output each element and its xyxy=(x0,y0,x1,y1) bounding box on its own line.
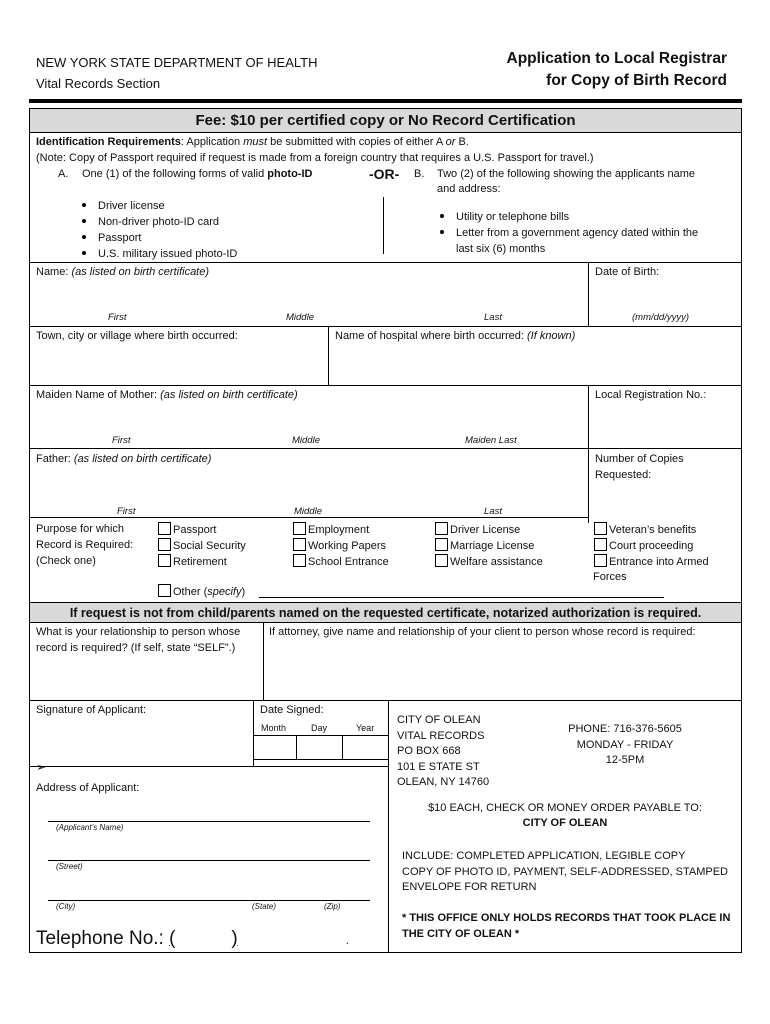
father-label xyxy=(36,452,211,466)
name-label xyxy=(36,265,209,279)
office-address xyxy=(397,713,489,791)
mother-label-text: Maiden Name of Mother: xyxy=(36,389,161,401)
hospital-input[interactable] xyxy=(335,345,735,381)
purpose-retirement-label: Retirement xyxy=(173,556,227,568)
divider xyxy=(30,262,741,263)
copies-input[interactable] xyxy=(594,484,734,518)
father-label-text: Father: xyxy=(36,453,74,465)
office-hours xyxy=(530,722,720,769)
other-specify-input[interactable] xyxy=(259,597,664,598)
father-first-caption: First xyxy=(117,506,136,517)
local-reg-label: Local Registration No.: xyxy=(595,389,707,401)
copies-label-1: Number of Copies xyxy=(595,453,684,465)
id-req-text-end: B. xyxy=(455,136,469,148)
relationship-label-2: record is required? (If self, state “SELF”.) xyxy=(36,642,236,654)
list-item xyxy=(82,214,237,230)
checkbox[interactable] xyxy=(594,554,607,567)
notary-banner: If request is not from child/parents named on the requested certificate, notarized authorization is required. xyxy=(30,602,741,623)
purpose-driver-license[interactable] xyxy=(435,522,520,537)
a-item-driver-license: Driver license xyxy=(98,200,165,212)
mother-label-note: (as listed on birth certificate) xyxy=(160,389,298,401)
city-state-zip-input[interactable] xyxy=(48,900,370,901)
divider xyxy=(263,622,264,700)
purpose-school-entrance[interactable] xyxy=(293,554,389,569)
option-a-photo-id: photo-ID xyxy=(267,168,313,180)
purpose-court-label: Court proceeding xyxy=(609,540,694,552)
mother-name-input[interactable] xyxy=(36,403,581,433)
divider xyxy=(30,766,388,767)
office-fee-line: $10 EACH, CHECK OR MONEY ORDER PAYABLE TO: xyxy=(428,802,702,814)
name-label-note: (as listed on birth certificate) xyxy=(71,266,210,278)
notice-line: THE CITY OF OLEAN * xyxy=(402,928,520,940)
zip-caption: (Zip) xyxy=(324,902,341,911)
street-input[interactable] xyxy=(48,860,370,861)
town-input[interactable] xyxy=(36,345,322,381)
telephone-label-text: Telephone No.: xyxy=(36,928,170,949)
id-req-label: Identification Requirements xyxy=(36,136,181,148)
purpose-label-3: (Check one) xyxy=(36,555,96,567)
notice-line: * THIS OFFICE ONLY HOLDS RECORDS THAT TOOK PLACE IN xyxy=(402,912,731,924)
divider xyxy=(328,326,329,385)
purpose-label-2: Record is Required: xyxy=(36,539,134,551)
include-line: COPY OF PHOTO ID, PAYMENT, SELF-ADDRESSED, STAMPED xyxy=(402,865,728,878)
date-year-label: Year xyxy=(356,723,375,733)
attorney-input[interactable] xyxy=(269,641,735,697)
a-item-military-id: U.S. military issued photo-ID xyxy=(98,248,238,260)
purpose-armed-forces[interactable] xyxy=(594,554,709,569)
hospital-label-text: Name of hospital where birth occurred: xyxy=(335,330,527,342)
father-label-note: (as listed on birth certificate) xyxy=(73,453,212,465)
purpose-ss-label: Social Security xyxy=(173,540,246,552)
divider xyxy=(30,700,741,701)
passport-note: (Note: Copy of Passport required if request is made from a foreign country that requires a U.S. Passport for travel.) xyxy=(36,152,594,164)
purpose-passport-label: Passport xyxy=(173,524,217,536)
b-item-letter-cont: last six (6) months xyxy=(456,243,546,255)
name-middle-caption: Middle xyxy=(286,312,314,323)
purpose-driver-label: Driver License xyxy=(450,524,521,536)
option-a-text xyxy=(82,167,312,181)
mother-last-caption: Maiden Last xyxy=(465,435,517,446)
include-line: ENVELOPE FOR RETURN xyxy=(402,881,537,893)
hospital-label xyxy=(335,329,575,343)
purpose-employment[interactable] xyxy=(293,522,369,537)
dob-label: Date of Birth: xyxy=(595,266,660,278)
name-input[interactable] xyxy=(36,279,581,309)
mother-label xyxy=(36,388,298,402)
telephone-paren-close: ) xyxy=(231,928,238,949)
purpose-employment-label: Employment xyxy=(308,524,370,536)
purpose-armed-label: Entrance into Armed xyxy=(609,556,709,568)
checkbox[interactable] xyxy=(435,522,448,535)
divider xyxy=(30,385,741,386)
id-req-must: must xyxy=(243,136,268,148)
divider xyxy=(30,448,741,449)
office-notice xyxy=(402,910,730,942)
office-payee: CITY OF OLEAN xyxy=(522,817,608,829)
applicant-name-input[interactable] xyxy=(48,821,370,822)
office-days: MONDAY - FRIDAY xyxy=(576,738,674,751)
telephone-label xyxy=(36,927,349,953)
father-name-input[interactable] xyxy=(36,467,581,503)
option-a-list xyxy=(82,198,237,262)
telephone-paren-open: ( xyxy=(169,928,176,949)
mother-first-caption: First xyxy=(112,435,131,446)
copies-label-2: Requested: xyxy=(595,469,652,481)
divider xyxy=(253,759,388,760)
application-form xyxy=(29,108,742,953)
option-b-text-1: Two (2) of the following showing the applicants name xyxy=(437,168,696,180)
office-phone: PHONE: 716-376-5605 xyxy=(568,723,682,735)
telephone-period: . xyxy=(345,935,349,947)
id-req-text-mid: be submitted with copies of either A xyxy=(267,136,446,148)
date-month-input[interactable] xyxy=(254,736,295,758)
purpose-welfare-label: Welfare assistance xyxy=(450,556,543,568)
option-a-text-pre: One (1) of the following forms of valid xyxy=(82,168,268,180)
divider xyxy=(588,262,589,326)
purpose-court[interactable] xyxy=(594,538,693,553)
street-caption: (Street) xyxy=(56,862,83,871)
office-hours-time: 12-5PM xyxy=(605,754,645,766)
purpose-marriage-label: Marriage License xyxy=(450,540,535,552)
address-label: Address of Applicant: xyxy=(36,782,140,794)
fee-banner: Fee: $10 per certified copy or No Record Certification xyxy=(30,109,741,133)
checkbox[interactable] xyxy=(158,554,171,567)
list-item xyxy=(82,246,237,262)
telephone-input[interactable] xyxy=(169,928,346,949)
id-requirements xyxy=(36,135,469,149)
list-item xyxy=(440,209,698,225)
checkbox[interactable] xyxy=(293,538,306,551)
purpose-passport[interactable] xyxy=(158,522,216,537)
relationship-label-1: What is your relationship to person whose xyxy=(36,626,241,638)
checkbox[interactable] xyxy=(158,522,171,535)
header-left xyxy=(36,52,317,94)
purpose-other-label: Other ( xyxy=(173,586,208,598)
signature-label: Signature of Applicant: xyxy=(36,704,147,716)
b-item-utility: Utility or telephone bills xyxy=(456,211,570,223)
checkbox[interactable] xyxy=(293,522,306,535)
purpose-veterans-label: Veteran’s benefits xyxy=(609,524,697,536)
dob-input[interactable] xyxy=(594,281,734,309)
name-last-caption: Last xyxy=(484,312,502,323)
purpose-armed-cont: Forces xyxy=(593,571,627,583)
title-line-2: for Copy of Birth Record xyxy=(546,72,727,89)
attorney-label: If attorney, give name and relationship of your client to person whose record is required: xyxy=(269,626,696,638)
dob-format: (mm/dd/yyyy) xyxy=(632,312,689,323)
purpose-retirement[interactable] xyxy=(158,554,227,569)
purpose-other-specify: specify xyxy=(207,586,242,598)
state-caption: (State) xyxy=(252,902,277,911)
include-line: INCLUDE: COMPLETED APPLICATION, LEGIBLE COPY xyxy=(402,850,686,862)
purpose-marriage-license[interactable] xyxy=(435,538,534,553)
date-year-input[interactable] xyxy=(343,736,387,758)
id-req-text: : Application xyxy=(180,136,244,148)
section-name: Vital Records Section xyxy=(36,76,161,91)
applicant-name-caption: (Applicant’s Name) xyxy=(56,823,124,832)
purpose-other-end: ) xyxy=(241,586,246,598)
list-item xyxy=(82,198,237,214)
purpose-school-label: School Entrance xyxy=(308,556,389,568)
form-title xyxy=(507,48,727,92)
checkbox[interactable] xyxy=(435,554,448,567)
list-item xyxy=(440,225,698,241)
option-b-label: B. xyxy=(414,168,425,180)
checkbox[interactable] xyxy=(594,522,607,535)
checkbox[interactable] xyxy=(435,538,448,551)
office-include xyxy=(402,849,728,896)
hospital-label-note: (If known) xyxy=(526,330,576,342)
signature-arrow-icon: ➢ xyxy=(36,760,47,774)
purpose-veterans[interactable] xyxy=(594,522,696,537)
checkbox[interactable] xyxy=(594,538,607,551)
name-first-caption: First xyxy=(108,312,127,323)
option-b-text-2: and address: xyxy=(437,183,501,195)
name-label-text: Name: xyxy=(36,266,72,278)
b-item-letter: Letter from a government agency dated within the xyxy=(456,227,699,239)
checkbox[interactable] xyxy=(293,554,306,567)
list-item xyxy=(440,241,698,257)
mother-middle-caption: Middle xyxy=(292,435,320,446)
father-last-caption: Last xyxy=(484,506,502,517)
city-caption: (City) xyxy=(56,902,76,911)
date-day-input[interactable] xyxy=(297,736,341,758)
option-b-list xyxy=(440,209,698,257)
dept-name: NEW YORK STATE DEPARTMENT OF HEALTH xyxy=(36,55,318,70)
header-rule xyxy=(29,99,742,103)
purpose-social-security[interactable] xyxy=(158,538,246,553)
divider xyxy=(588,385,589,523)
office-addr-line: 101 E STATE ST xyxy=(397,760,480,773)
id-req-or: or xyxy=(445,136,456,148)
checkbox[interactable] xyxy=(158,584,171,597)
office-addr-line: VITAL RECORDS xyxy=(397,729,485,742)
or-separator: -OR- xyxy=(369,166,400,182)
date-signed-label: Date Signed: xyxy=(260,704,324,716)
town-label: Town, city or village where birth occurred: xyxy=(36,330,238,342)
purpose-working-papers-label: Working Papers xyxy=(308,540,387,552)
list-item xyxy=(82,230,237,246)
a-b-divider xyxy=(383,197,384,254)
relationship-input[interactable] xyxy=(36,659,258,697)
purpose-working-papers[interactable] xyxy=(293,538,386,553)
office-addr-line: CITY OF OLEAN xyxy=(397,714,481,726)
checkbox[interactable] xyxy=(158,538,171,551)
purpose-other[interactable] xyxy=(158,584,245,599)
purpose-label-1: Purpose for which xyxy=(36,523,125,535)
divider xyxy=(30,326,741,327)
option-a-label: A. xyxy=(58,168,69,180)
father-middle-caption: Middle xyxy=(294,506,322,517)
title-line-1: Application to Local Registrar xyxy=(506,50,727,67)
date-day-label: Day xyxy=(311,723,328,733)
divider xyxy=(30,517,588,518)
signature-input[interactable] xyxy=(52,729,248,761)
date-month-label: Month xyxy=(261,723,287,733)
office-fee xyxy=(389,801,741,831)
office-addr-line: OLEAN, NY 14760 xyxy=(397,776,490,788)
purpose-welfare[interactable] xyxy=(435,554,543,569)
local-reg-input[interactable] xyxy=(594,403,734,445)
office-addr-line: PO BOX 668 xyxy=(397,745,461,757)
a-item-non-driver-id: Non-driver photo-ID card xyxy=(98,216,220,228)
a-item-passport: Passport xyxy=(98,232,142,244)
